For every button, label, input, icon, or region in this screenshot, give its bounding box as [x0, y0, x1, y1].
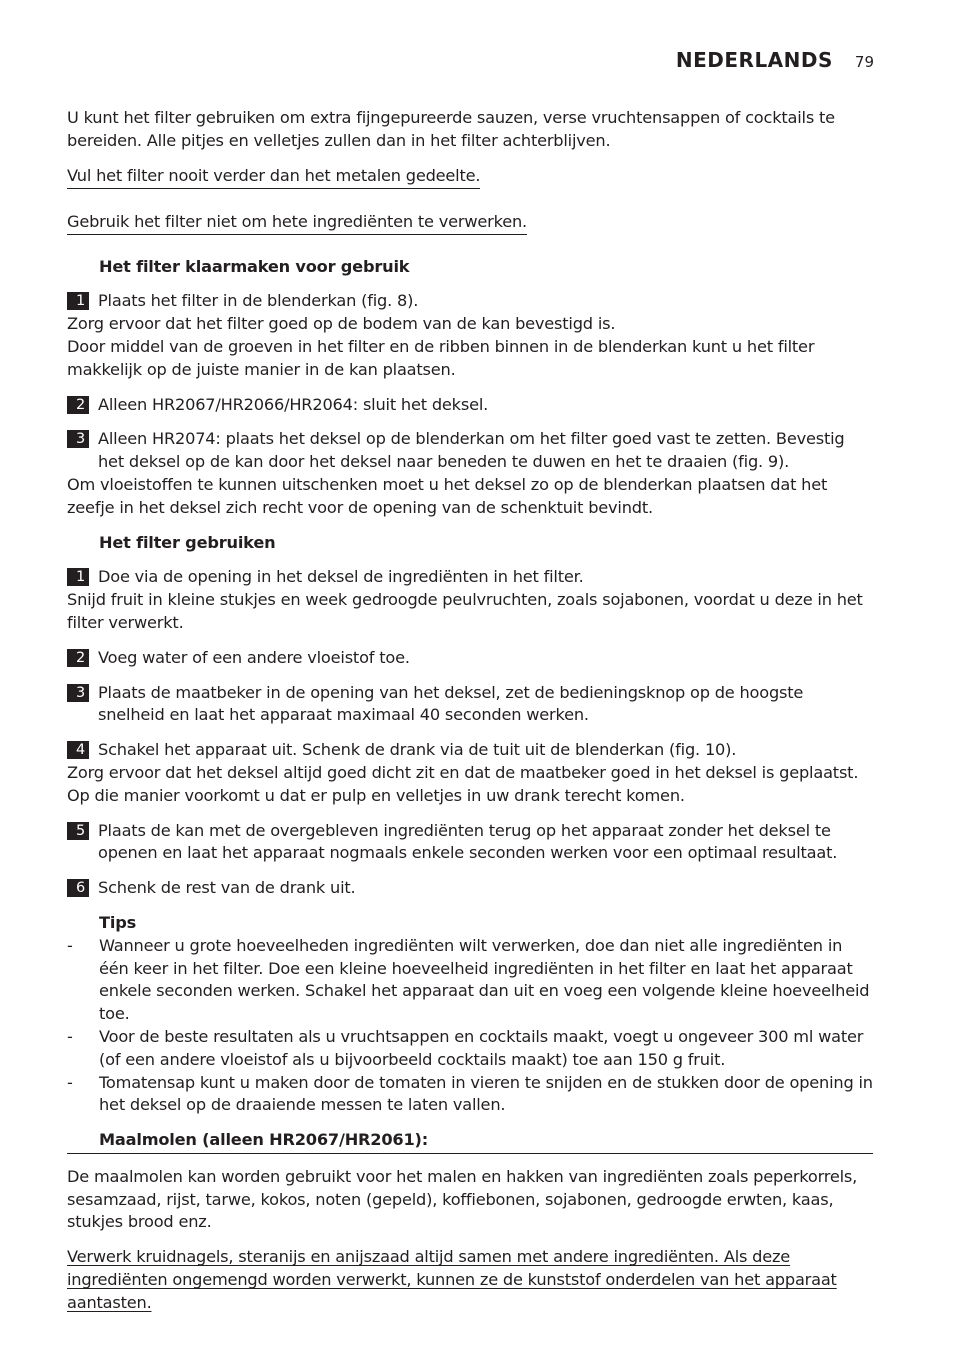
tip-text: Wanneer u grote hoeveelheden ingrediënten wilt verwerken, doe dan niet alle ingrediënten in één keer in het filter. Doe een kleine hoeveelheid ingrediënten in het filter en laat het apparaat enkele seconden werken. Schakel het apparaat dan uit en voeg een volgende kleine hoeveelheid toe. — [99, 935, 870, 1024]
tip-item — [67, 1072, 873, 1118]
page-number: 79 — [854, 53, 874, 71]
step-number: 1 — [67, 568, 89, 586]
warning-filter-fill: Vul het filter nooit verder dan het metalen gedeelte. — [67, 165, 480, 189]
step-note: Om vloeistoffen te kunnen uitschenken moet u het deksel zo op de blenderkan plaatsen dat het zeefje in het deksel zich recht voor de opening van de schenktuit bevindt. — [67, 474, 828, 517]
step-number: 4 — [67, 741, 89, 759]
step-text: Alleen HR2074: plaats het deksel op de blenderkan om het filter goed vast te zetten. Bevestig het deksel op de kan door het deksel naar beneden te duwen en het te draaien (fig. 9). — [98, 429, 845, 472]
step-item — [67, 877, 873, 900]
step-number: 2 — [67, 396, 89, 414]
section-heading-filter-use: Het filter gebruiken — [99, 532, 276, 552]
step-text: Schenk de rest van de drank uit. — [98, 878, 356, 898]
grinder-paragraph: De maalmolen kan worden gebruikt voor het malen en hakken van ingrediënten zoals peperkorrels, sesamzaad, rijst, tarwe, kokos, noten (gepeld), koffiebonen, sojabonen, gedroogde erwten, kaas, stukjes brood enz. — [67, 1166, 858, 1232]
step-note: Door middel van de groeven in het filter en de ribben binnen in de blenderkan kunt u het filter makkelijk op de juiste manier in de kan plaatsen. — [67, 336, 815, 379]
step-number: 3 — [67, 430, 89, 448]
grinder-warning-text: Verwerk kruidnagels, steranijs en anijszaad altijd samen met andere ingrediënten. Als deze ingrediënten ongemengd worden verwerkt, kunnen ze de kunststof onderdelen van het apparaat aantasten. — [67, 1247, 837, 1312]
bullet-dash: - — [67, 1026, 73, 1046]
step-item — [67, 566, 873, 589]
page-header — [676, 48, 874, 72]
step-item — [67, 820, 873, 866]
grinder-warning — [67, 1246, 873, 1314]
warning-hot-ingredients: Gebruik het filter niet om hete ingrediënten te verwerken. — [67, 211, 527, 235]
tip-item — [67, 1026, 873, 1072]
tip-text: Voor de beste resultaten als u vruchtsappen en cocktails maakt, voegt u ongeveer 300 ml water (of een andere vloeistof als u bijvoorbeeld cocktails maakt) toe aan 150 g fruit. — [99, 1026, 864, 1069]
step-text: Alleen HR2067/HR2066/HR2064: sluit het deksel. — [98, 394, 489, 414]
page-content — [67, 107, 873, 1315]
step-item — [67, 290, 873, 313]
tip-text: Tomatensap kunt u maken door de tomaten in vieren te snijden en de stukken door de opening in het deksel op de draaiende messen te laten vallen. — [99, 1072, 873, 1115]
section-heading-grinder: Maalmolen (alleen HR2067/HR2061): — [67, 1129, 873, 1154]
step-text: Schakel het apparaat uit. Schenk de drank via de tuit uit de blenderkan (fig. 10). — [98, 740, 737, 760]
step-item — [67, 682, 873, 728]
step-item — [67, 739, 873, 762]
step-number: 2 — [67, 649, 89, 667]
step-number: 3 — [67, 684, 89, 702]
intro-paragraph: U kunt het filter gebruiken om extra fijngepureerde sauzen, verse vruchtensappen of cocktails te bereiden. Alle pitjes en velletjes zullen dan in het filter achterblijven. — [67, 108, 835, 150]
step-item — [67, 647, 873, 670]
step-number: 1 — [67, 292, 89, 310]
step-number: 5 — [67, 822, 89, 840]
bullet-dash: - — [67, 1072, 73, 1092]
step-note: Snijd fruit in kleine stukjes en week gedroogde peulvruchten, zoals sojabonen, voordat u deze in het filter verwerkt. — [67, 590, 863, 632]
section-heading-tips: Tips — [99, 912, 137, 932]
step-text: Voeg water of een andere vloeistof toe. — [98, 647, 410, 667]
step-note: Zorg ervoor dat het deksel altijd goed dicht zit en dat de maatbeker goed in het deksel is geplaatst. Op die manier voorkomt u dat er pulp en velletjes in uw drank terecht komen. — [67, 762, 859, 805]
section-heading-filter-prepare: Het filter klaarmaken voor gebruik — [99, 256, 410, 276]
step-note: Zorg ervoor dat het filter goed op de bodem van de kan bevestigd is. — [67, 314, 616, 334]
tip-item — [67, 935, 873, 1026]
language-label: NEDERLANDS — [675, 48, 833, 72]
step-text: Plaats de maatbeker in de opening van het deksel, zet de bedieningsknop op de hoogste snelheid en laat het apparaat maximaal 40 seconden werken. — [98, 682, 804, 725]
step-text: Plaats de kan met de overgebleven ingrediënten terug op het apparaat zonder het deksel te openen en laat het apparaat nogmaals enkele seconden werken voor een optimaal resultaat. — [98, 820, 838, 863]
step-text: Plaats het filter in de blenderkan (fig. 8). — [98, 291, 419, 311]
bullet-dash: - — [67, 935, 73, 955]
step-text: Doe via de opening in het deksel de ingrediënten in het filter. — [98, 567, 584, 587]
step-item — [67, 428, 873, 474]
step-item — [67, 394, 873, 417]
step-number: 6 — [67, 879, 89, 897]
